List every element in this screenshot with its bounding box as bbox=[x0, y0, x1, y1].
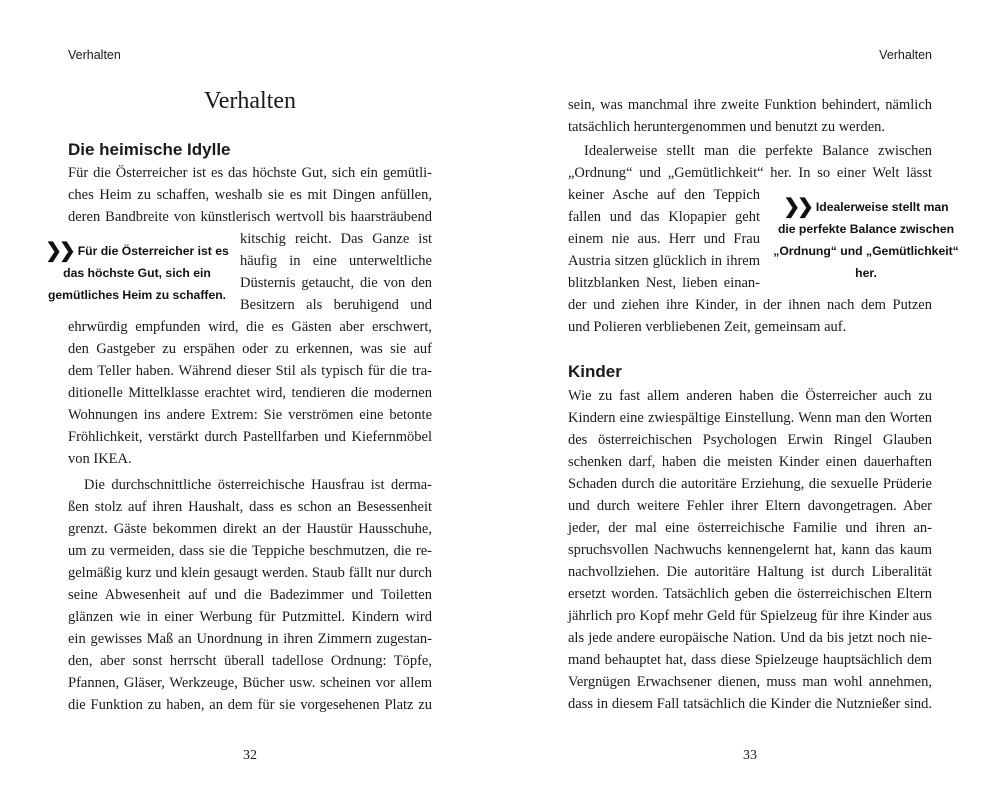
running-head: Verhalten bbox=[68, 48, 121, 62]
pull-quote bbox=[42, 240, 232, 306]
text-line: Vergnügen Erwachsener dienen, muss man wohl annehmen, bbox=[568, 674, 932, 690]
text-line: Düsternis getaucht, die von den bbox=[240, 275, 432, 291]
text-line: Schaden durch die autoritäre Erziehung, die sexuelle Prüderie bbox=[568, 476, 932, 492]
text-line: schenken darf, haben die meisten Kinder einen dauerhaften bbox=[568, 454, 932, 470]
text-line: „Ordnung“ und „Gemütlichkeit“ her. In so einer Welt lässt bbox=[568, 165, 932, 181]
text-line: fallen und das Klopapier geht bbox=[568, 209, 760, 225]
text-line: tatsächlich heruntergenommen und benutzt zu werden. bbox=[568, 119, 886, 135]
pull-quote bbox=[768, 196, 964, 284]
pull-quote-line: „Ordnung“ und „Gemütlichkeit“ bbox=[773, 244, 959, 258]
double-chevron-icon: ❯❯ bbox=[783, 196, 811, 218]
text-line: die Funktion zu haben, an dem für sie vorgesehenen Platz zu bbox=[68, 697, 432, 713]
text-line: des österreichischen Psychologen Erwin Ringel Glauben bbox=[568, 432, 932, 448]
section-heading: Kinder bbox=[568, 362, 622, 381]
text-line: dass in diesem Fall tatsächlich die Kinder die Nutznießer sind. bbox=[568, 696, 932, 712]
text-line: Kindern eine zwiespältige Einstellung. Wenn man den Worten bbox=[568, 410, 932, 426]
text-line: und Polieren verbliebenen Zeit, gemeinsam auf. bbox=[568, 319, 847, 335]
pull-quote-line: gemütliches Heim zu schaffen. bbox=[47, 288, 227, 302]
text-line: den, aber sonst herrscht überall tadellose Ordnung: Töpfe, bbox=[68, 653, 432, 669]
text-line: nachvollziehen. Die autoritäre Haltung ist durch Liberalität bbox=[568, 564, 932, 580]
text-line: ersetzt worden. Tatsächlich geben die österreichischen Eltern bbox=[568, 586, 932, 602]
text-line: Pfannen, Gläser, Werkzeuge, Bücher usw. scheinen vor allem bbox=[68, 675, 432, 691]
text-line: Die durchschnittliche österreichische Hausfrau ist derma- bbox=[84, 477, 432, 493]
text-line: seine Abwesenheit auf und die Badezimmer und Toiletten bbox=[68, 587, 432, 603]
text-line: blitzblanken Nest, lieben einan- bbox=[568, 275, 760, 291]
pull-quote-line: her. bbox=[855, 266, 877, 280]
section-heading: Die heimische Idylle bbox=[68, 140, 231, 159]
text-line: deren Bandbreite von künstlerisch wertvoll bis haarsträubend bbox=[68, 209, 432, 225]
text-line: Idealerweise stellt man die perfekte Balance zwischen bbox=[584, 143, 932, 159]
text-line: Fröhlichkeit, verstärkt durch Pastellfarben und Kiefernmöbel bbox=[68, 429, 432, 445]
text-line: ein gewisses Maß an Unordnung in ihren Zimmern zugestan- bbox=[68, 631, 432, 647]
text-line: grenzt. Gäste bekommen direkt an der Haustür Hausschuhe, bbox=[68, 521, 432, 537]
text-line: ches Heim zu schaffen, weshalb sie es mit Dingen anfüllen, bbox=[68, 187, 432, 203]
text-line: gelmäßig kurz und klein gesaugt werden. Staub fällt nur durch bbox=[68, 565, 432, 581]
text-line: mand behauptet hat, dass diese Spielzeuge hauptsächlich dem bbox=[568, 652, 932, 668]
text-line: den Gastgeber zu erspähen oder zu erkennen, was sie auf bbox=[68, 341, 432, 357]
text-line: Wohnungen ins andere Extrem: Sie verströmen eine betonte bbox=[68, 407, 432, 423]
pull-quote-line: ❯❯ Für die Österreicher ist es bbox=[45, 240, 229, 262]
text-line: als jede andere europäische Nation. Und da bis jetzt noch nie- bbox=[568, 630, 932, 646]
pull-quote-line: das höchste Gut, sich ein bbox=[63, 266, 211, 280]
text-line: Wie zu fast allem anderen haben die Österreicher auch zu bbox=[568, 388, 932, 404]
text-line: Für die Österreicher ist es das höchste Gut, sich ein gemütli- bbox=[68, 165, 432, 181]
running-head: Verhalten bbox=[879, 48, 932, 62]
text-line: Besitzern als beruhigend und bbox=[240, 297, 432, 313]
text-line: jeder, der mal eine österreichische Familie und ihren an- bbox=[568, 520, 932, 536]
pull-quote-line: ❯❯ Idealerweise stellt man bbox=[783, 196, 949, 218]
text-line: Austria sitzen glücklich in ihrem bbox=[568, 253, 760, 269]
text-line: ditionelle Mittelklasse erachtet wird, tendieren die modernen bbox=[68, 385, 432, 401]
text-line: keiner Asche auf den Teppich bbox=[568, 187, 760, 203]
text-line: ßen stolz auf ihren Haushalt, dass es schon an Besessenheit bbox=[68, 499, 432, 515]
text-line: von IKEA. bbox=[68, 451, 132, 467]
pull-quote-line: die perfekte Balance zwischen bbox=[777, 222, 955, 236]
text-line: sein, was manchmal ihre zweite Funktion behindert, nämlich bbox=[568, 97, 932, 113]
text-line: ehrwürdig empfunden wird, die es Gästen aber erschwert, bbox=[68, 319, 432, 335]
text-line: jährlich pro Kopf mehr Geld für Spielzeug für ihre Kinder aus bbox=[568, 608, 932, 624]
text-line: kitschig reicht. Das Ganze ist bbox=[240, 231, 432, 247]
text-line: spruchsvollen Nachwuchs kennengelernt hat, kann das kaum bbox=[568, 542, 932, 558]
text-line: dem Teller haben. Während dieser Stil als typisch für die tra- bbox=[68, 363, 432, 379]
text-line: der und ziehen ihre Kinder, in der ihnen nach dem Putzen bbox=[568, 297, 932, 313]
right-page bbox=[500, 0, 1000, 809]
text-line: häufig in eine unterweltliche bbox=[240, 253, 432, 269]
double-chevron-icon: ❯❯ bbox=[45, 240, 73, 262]
text-line: glänzen wie in einer Werbung für Putzmittel. Kindern wird bbox=[68, 609, 432, 625]
chapter-title: Verhalten bbox=[204, 88, 296, 114]
text-line: und durch weitere Fehler ihrer Eltern davongetragen. Aber bbox=[568, 498, 932, 514]
page-number: 33 bbox=[743, 748, 757, 763]
text-line: einem nie aus. Herr und Frau bbox=[568, 231, 760, 247]
text-line: um zu vermeiden, dass sie die Teppiche beschmutzen, die re- bbox=[68, 543, 432, 559]
page-number: 32 bbox=[243, 748, 257, 763]
